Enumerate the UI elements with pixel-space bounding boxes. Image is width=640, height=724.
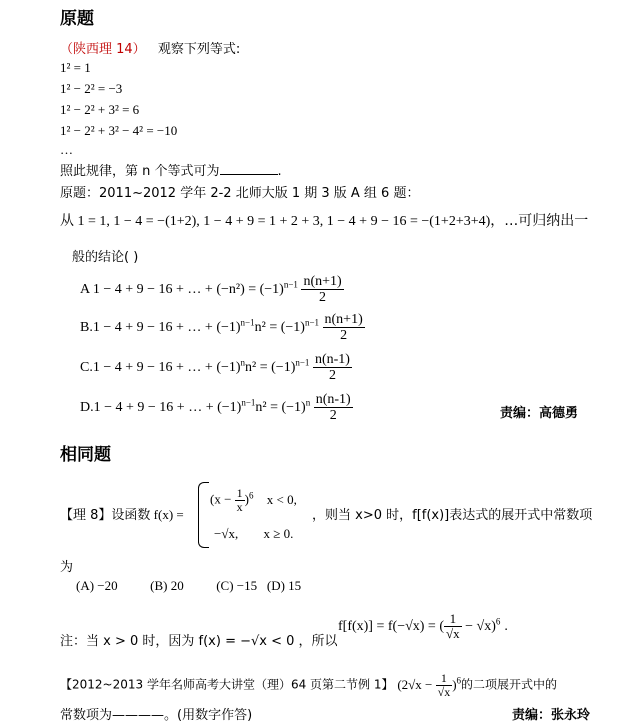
section-heading-same: 相同题 <box>60 445 111 465</box>
section-heading-original: 原题 <box>60 9 94 29</box>
problem4-line1 <box>60 672 557 699</box>
option-d-mid: n² = (−1) <box>255 400 306 416</box>
problem1-source: （陕西理 14） <box>60 42 146 57</box>
problem4-source: 【2012~2013 学年名师高考大讲堂（理）64 页第二节例 1】 <box>60 677 394 692</box>
piecewise-brace <box>198 482 209 548</box>
problem1-ellipsis: … <box>60 142 73 157</box>
problem4-frac-den: √x <box>437 685 451 700</box>
case1-num: 1 <box>236 486 243 500</box>
problem2-question: 般的结论( ) <box>72 250 139 265</box>
option-a-exp: n−1 <box>283 279 298 290</box>
option-d <box>80 392 353 424</box>
problem1-question-text: 照此规律，第 n 个等式可为 <box>60 164 220 179</box>
case1-fraction <box>235 487 245 514</box>
note-fraction <box>444 612 462 642</box>
option-c <box>80 352 352 384</box>
option-c-left: C.1 − 4 + 9 − 16 + … + (−1) <box>80 360 241 376</box>
option-a-fraction <box>301 274 343 306</box>
option-c-num: n(n-1) <box>314 352 350 367</box>
problem1-prompt: 观察下列等式: <box>157 42 241 57</box>
problem4-expr-right: ) <box>452 676 457 692</box>
option-b-exp: n−1 <box>304 317 320 328</box>
piecewise-case-2 <box>214 526 293 542</box>
problem3-text2: ，则当 x>0 时，f[f(x)]表达式的展开式中常数项 <box>312 508 593 523</box>
option-b <box>80 312 365 344</box>
option-b-left: B.1 − 4 + 9 − 16 + … + (−1) <box>80 320 241 336</box>
note-frac-num: 1 <box>444 612 462 627</box>
problem3-tag: 【理 8】 <box>60 508 112 523</box>
note-frac-den: √x <box>446 626 460 642</box>
note-prefix: 注：当 x > 0 时，因为 f(x) = −√x < 0 ，所以 <box>60 634 338 649</box>
option-d-left: D.1 − 4 + 9 − 16 + … + (−1) <box>80 400 242 416</box>
problem1-equation-2: 1² − 2² = −3 <box>60 81 123 96</box>
problem3-choices: (A) −20 (B) 20 (C) −15 (D) 15 <box>76 578 302 593</box>
problem4-fraction <box>436 672 453 699</box>
note-end: . <box>504 619 508 635</box>
option-c-exp: n−1 <box>295 357 310 368</box>
case1-exp: 6 <box>249 490 254 501</box>
problem4-frac-num: 1 <box>436 672 453 686</box>
problem2-lead-math: 从 1 = 1, 1 − 4 = −(1+2), 1 − 4 + 9 = 1 + 2 + 3, 1 − 4 + 9 − 16 = −(1+2+3+4) <box>60 214 491 229</box>
problem3-function-def: 设函数 f(x) = <box>111 507 184 522</box>
option-d-fraction <box>314 392 353 424</box>
note-formula-right: − √x) <box>461 619 496 635</box>
editor-gao: 责编：高德勇 <box>500 406 579 421</box>
option-c-exp1: n <box>240 357 246 368</box>
option-d-exp1: n−1 <box>241 397 256 408</box>
option-a-den: 2 <box>319 290 327 306</box>
case2-cond: x ≥ 0. <box>263 526 294 541</box>
case1-cond: x < 0, <box>266 491 297 507</box>
problem2-lead-suffix: ，…可归纳出一 <box>490 213 589 229</box>
option-c-den: 2 <box>328 368 336 384</box>
origin-line: 原题：2011~2012 学年 2-2 北师大版 1 期 3 版 A 组 6 题： <box>60 186 420 201</box>
option-c-fraction <box>313 352 352 384</box>
option-c-mid: n² = (−1) <box>245 360 296 376</box>
problem1-header <box>60 38 240 57</box>
case1-expr: (x − <box>210 491 235 507</box>
problem4-exp: 6 <box>456 675 462 686</box>
piecewise-case-1: (x − $\frac{1}{x}$ )$^6$ x < 0, <box>210 486 297 515</box>
problem1-equation-1: 1² = 1 <box>60 60 91 75</box>
problem4-text: 的二项展开式中的 <box>461 677 558 692</box>
option-d-num: n(n-1) <box>315 392 351 407</box>
problem4-expr <box>397 671 462 700</box>
option-a-num: n(n+1) <box>303 274 342 289</box>
problem1-question-suffix: . <box>277 164 282 179</box>
note-formula <box>338 612 508 642</box>
problem3-text3: 为 <box>60 560 74 575</box>
option-d-den: 2 <box>329 408 337 424</box>
problem3-intro <box>60 504 184 523</box>
option-d-exp: n <box>305 397 311 408</box>
answer-blank <box>220 162 278 175</box>
editor-zhang: 责编：张永玲 <box>512 708 591 723</box>
note-formula-left: f[f(x)] = f(−√x) = ( <box>338 619 444 635</box>
problem1-equation-3: 1² − 2² + 3² = 6 <box>60 102 140 117</box>
option-a <box>80 274 344 306</box>
problem2-lead <box>60 210 588 230</box>
note-exp: 6 <box>495 616 501 627</box>
case2-expr: −√x, <box>214 526 239 541</box>
option-b-exp1: n−1 <box>240 317 255 328</box>
case1-den: x <box>236 500 243 515</box>
option-b-mid: n² = (−1) <box>254 320 305 336</box>
option-b-fraction <box>323 312 365 344</box>
problem4-line2: 常数项为————。(用数字作答) <box>60 708 253 723</box>
problem1-question <box>60 160 282 179</box>
problem4-expr-left: (2√x − <box>397 676 436 692</box>
option-b-num: n(n+1) <box>324 312 363 327</box>
option-a-left: A 1 − 4 + 9 − 16 + … + (−n²) = (−1) <box>80 282 284 298</box>
option-b-den: 2 <box>340 328 348 344</box>
problem1-equation-4: 1² − 2² + 3² − 4² = −10 <box>60 123 178 138</box>
